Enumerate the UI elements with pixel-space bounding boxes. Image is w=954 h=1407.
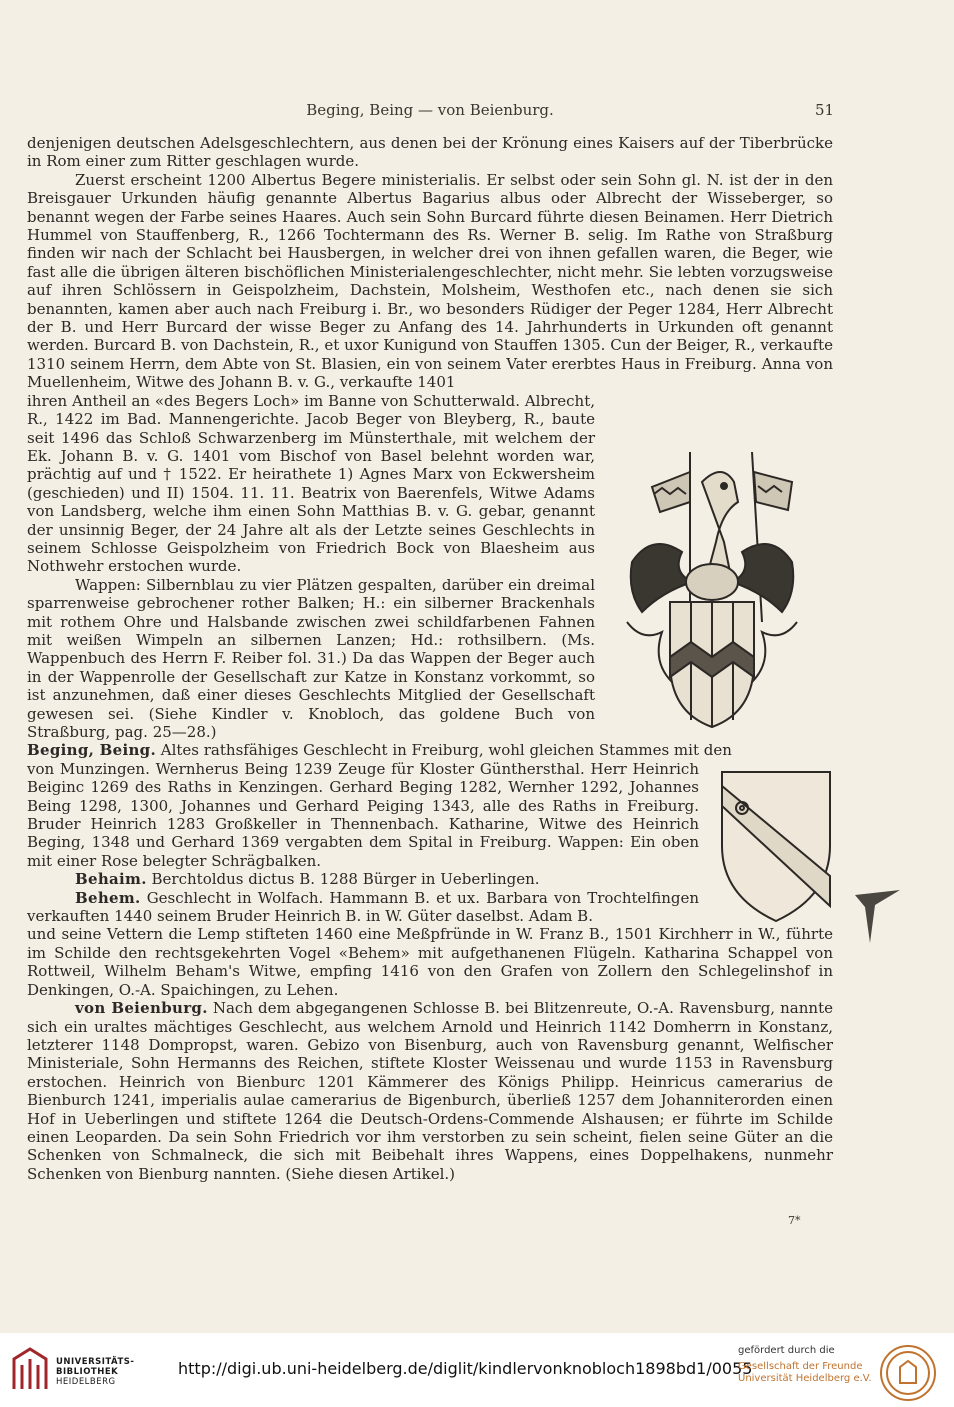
coat-of-arms-beger-icon — [612, 442, 812, 732]
entry-behem-continued: und seine Vettern die Lemp stifteten 1460 eine Meßpfründe in W. Franz B., 1501 Kirchherr in W., führte im Schilde den rechtsgekehrten Vogel «Behem» mit aufgethanenen Flügeln. Katharina Schappel von Rottweil, Wilhelm Beham's Witwe, empfing 1416 von den Grafen von Zollern den Schlegelinshof in Denkingen, O.-A. Spaichingen, zu Lehen. — [27, 925, 833, 999]
entry-beging-continued: von Munzingen. Wernherus Being 1239 Zeuge für Kloster Günthersthal. Herr Heinrich Beiginc 1269 des Raths in Kenzingen. Gerhard Beging 1282, Wernher 1292, Johannes Being 1298, 1300, Johannes und Gerhard Peiging 1343, alle des Raths in Freiburg. Bruder Heinrich 1283 Großkeller in Thennenbach. Katharine, Witwe des Heinrich Beging, 1348 und Gerhard 1369 vergabten dem Spital in Freiburg. Wappen: Ein oben mit einer Rose belegter Schrägbalken. — [27, 759, 699, 870]
paragraph-intro: denjenigen deutschen Adelsgeschlechtern, aus denen bei der Krönung eines Kaisers auf der Tiberbrücke in Rom einer zum Ritter geschlagen wurde. — [27, 134, 833, 171]
society-name — [738, 1361, 872, 1385]
entry-beienburg — [27, 999, 833, 1183]
society-name-line1: Gesellschaft der Freunde — [738, 1361, 863, 1372]
library-name — [56, 1357, 134, 1387]
entry-heading-beging: Beging, Being. — [27, 741, 156, 760]
society-name-line2: Universität Heidelberg e.V. — [738, 1373, 872, 1384]
entry-behaim — [27, 870, 699, 888]
entry-text-behaim: Berchtoldus dictus B. 1288 Bürger in Ueberlingen. — [151, 870, 540, 889]
paragraph-history-continued: ihren Antheil an «des Begers Loch» im Banne von Schutterwald. Albrecht, R., 1422 im Bad. Mannengerichte. Jacob Beger von Bleyberg, R., baute seit 1496 das Schloß Schwarzenberg im Münsterthale, mit welchem der Ek. Johann B. v. G. 1401 vom Bischof von Basel belehnt worden war, prächtig auf und † 1522. Er heirathete 1) Agnes Marx von Eckwersheim (geschieden) und II) 1504. 11. 11. Beatrix von Baerenfels, Witwe Adams von Landsberg, welche ihm einen Sohn Matthias B. v. G. gebar, genannt der unsinnig Beger, der 24 Jahre alt als der Letzte seines Geschlechts in seinem Schlosse Geispolzheim von Friedrich Bock von Blaesheim aus Nothwehr erstochen wurde. — [27, 391, 595, 576]
paragraph-wappen: Wappen: Silbernblau zu vier Plätzen gespalten, darüber ein dreimal sparrenweise gebrochener rother Balken; H.: ein silberner Brackenhals mit rothem Ohre und Halsbande zwischen zwei schildfarbenen Fahnen mit weißen Wimpeln an silbernen Lanzen; Hd.: rothsilbern. (Ms. Wappenbuch des Herrn F. Reiber fol. 31.) Da das Wappen der Beger auch in der Wappenrolle der Gesellschaft zur Katze in Konstanz vorkommt, so ist anzunehmen, daß einer dieses Geschlechts Mitglied der Gesellschaft gewesen sei. (Siehe Kindler v. Knobloch, das goldene Buch von Straßburg, pag. 25—28.) — [27, 575, 595, 741]
library-name-line2: BIBLIOTHEK — [56, 1367, 119, 1377]
entry-text-behem: Geschlecht in Wolfach. Hammann B. et ux. Barbara von Trochtelfingen verkauften 1440 seinem Bruder Heinrich B. in W. Güter daselbst. Adam B. — [27, 888, 699, 926]
library-name-line1: UNIVERSITÄTS- — [56, 1357, 135, 1367]
entry-text-beging: Altes rathsfähiges Geschlecht in Freiburg, wohl gleichen Stammes mit den — [160, 741, 732, 760]
permalink-url[interactable]: http://digi.ub.uni-heidelberg.de/diglit/kindlervonknobloch1898bd1/0055 — [178, 1359, 753, 1378]
entry-heading-beienburg: von Beienburg. — [75, 999, 208, 1018]
entry-text-beienburg: Nach dem abgegangenen Schlosse B. bei Blitzenreute, O.-A. Ravensburg, nannte sich ein uraltes mächtiges Geschlecht, aus welchem Arnold und Heinrich 1142 Domherrn in Konstanz, letzterer 1148 Dompropst, waren. Gebizo von Bisenburg, auch von Ravensburg genannt, Welfischer Ministeriale, Sohn Hermanns des Reichen, stiftete Kloster Weissenau und wurde 1153 in Ravensburg erstochen. Heinrich von Bienburc 1201 Kämmerer des Königs Philipp. Heinricus camerarius de Bienburch 1241, imperialis aulae camerarius de Bigenburch, überließ 1257 dem Johanniterorden einen Hof in Ueberlingen und stiftete 1264 die Deutsch-Ordens-Commende Alshausen; er führte im Schilde einen Leoparden. Da sein Sohn Friedrich vor ihm verstorben zu sein scheint, fielen seine Güter an die Schenken von Schmalneck, die sich mit Beibehalt ihres Wappens, eines Doppelhakens, nunmehr Schenken von Bienburg nannten. (Siehe diesen Artikel.) — [27, 999, 833, 1183]
running-header — [0, 101, 954, 121]
page-number: 51 — [815, 101, 835, 119]
running-title: Beging, Being — von Beienburg. — [306, 101, 554, 119]
ink-mark-icon — [845, 885, 905, 945]
entry-behem — [27, 889, 699, 926]
entry-heading-behaim: Behaim. — [75, 870, 147, 889]
library-logo-icon — [10, 1345, 50, 1393]
entry-beging — [27, 741, 833, 759]
society-seal-icon — [878, 1343, 938, 1403]
footer-bar — [0, 1333, 954, 1407]
shield-beging-icon — [716, 766, 836, 926]
signature-mark: 7* — [788, 1214, 801, 1227]
library-name-line3: HEIDELBERG — [56, 1377, 116, 1387]
paragraph-history: Zuerst erscheint 1200 Albertus Begere ministerialis. Er selbst oder sein Sohn gl. N. ist der in den Breisgauer Urkunden häufig genannte Albertus Bagarius albus oder Albrecht der Wisseberger, so benannt wegen der Farbe seines Haares. Auch sein Sohn Burcard führte diesen Beinamen. Herr Dietrich Hummel von Stauffenberg, R., 1266 Tochtermann des Rs. Werner B. selig. Im Rathe von Straßburg finden wir nach der Schlacht bei Hausbergen, in welcher drei von ihnen gefallen waren, die Beger, wie fast alle die übrigen älteren bischöflichen Ministerialengeschlechter, nicht mehr. Sie lebten vorzugsweise auf ihren Schlössern in Geispolzheim, Dachstein, Molsheim, Westhofen etc., nach denen sie sich benannten, kamen aber auch nach Freiburg i. Br., wo besonders Rüdiger der Peger 1284, Herr Albrecht der B. und Herr Burcard der wisse Beger zu Anfang des 14. Jahrhunderts in Urkunden oft genannt werden. Burcard B. von Dachstein, R., et uxor Kunigund von Stauffen 1305. Cun der Beiger, R., verkaufte 1310 seinem Herrn, dem Abte von St. Blasien, ein von seinem Vater ererbtes Haus in Freiburg. Anna von Muellenheim, Witwe des Johann B. v. G., verkaufte 1401 — [27, 170, 833, 392]
entry-heading-behem: Behem. — [75, 888, 141, 907]
funded-by-label: gefördert durch die — [738, 1345, 835, 1356]
